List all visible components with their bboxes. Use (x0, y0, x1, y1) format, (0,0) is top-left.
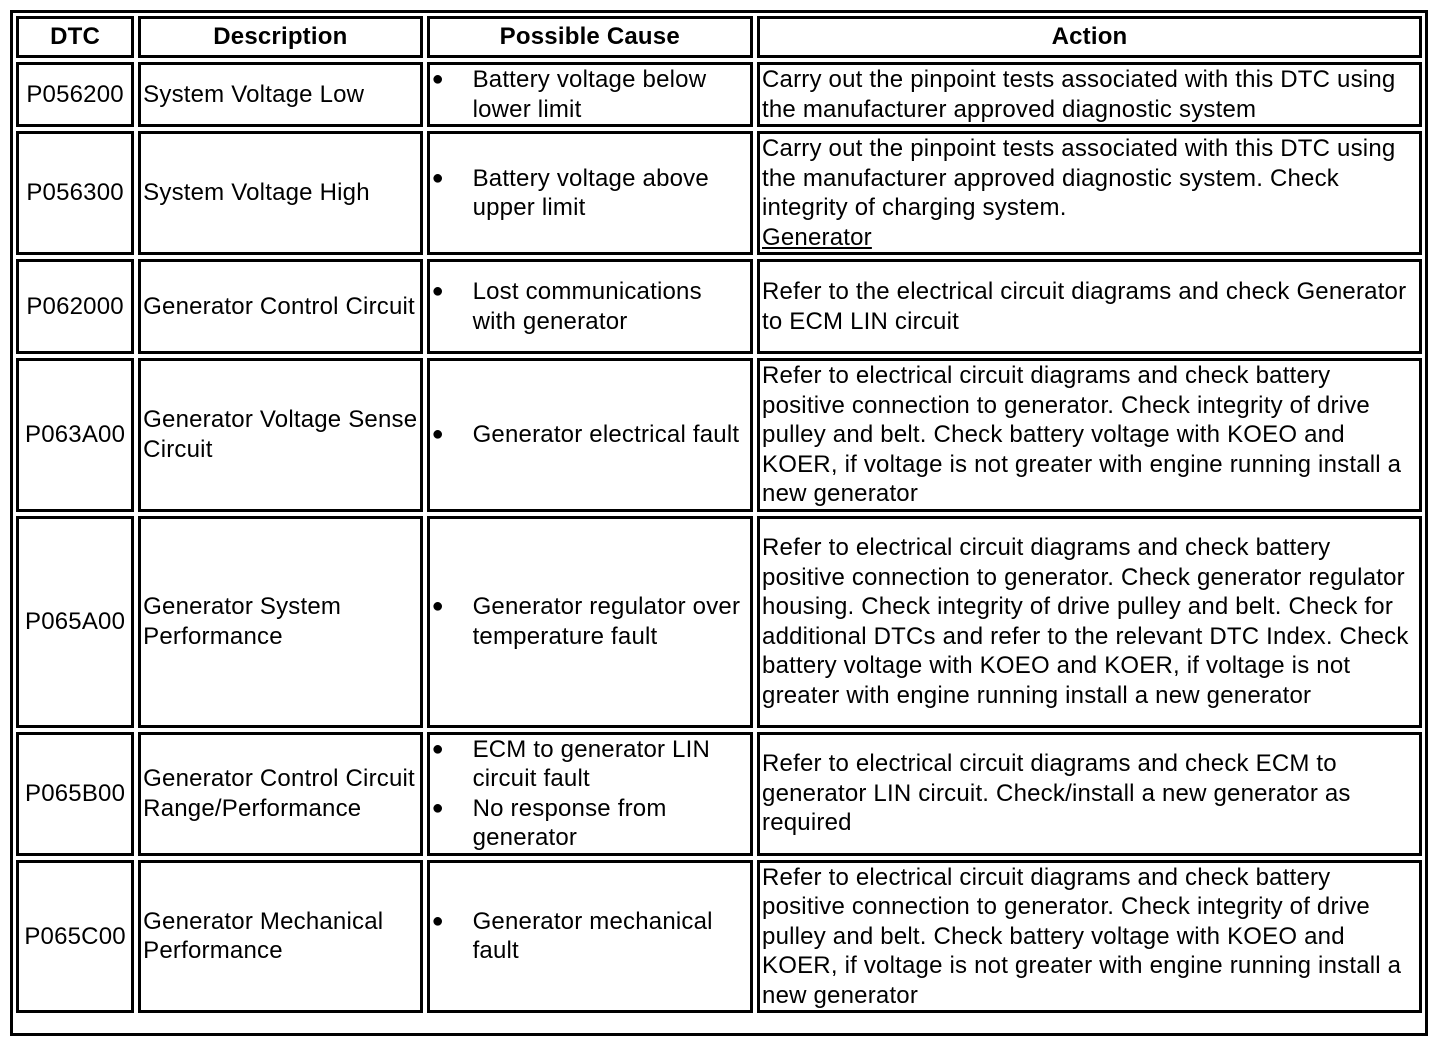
cause-text: ECM to generator LIN circuit fault (472, 735, 710, 792)
cause-text: Generator mechanical fault (472, 907, 713, 965)
table-row (16, 259, 1422, 354)
bullet-icon: ● (431, 909, 444, 932)
dtc-code: P065B00 (16, 732, 134, 856)
cause-item (432, 735, 748, 794)
dtc-description: Generator System Performance (138, 516, 422, 728)
possible-cause-cell (427, 131, 753, 255)
header-possible-cause: Possible Cause (427, 16, 753, 58)
cause-text: Battery voltage above upper limit (472, 164, 709, 221)
cause-list (432, 420, 748, 450)
table-row (16, 358, 1422, 512)
action-cell (757, 62, 1422, 127)
action-text: Refer to electrical circuit diagrams and check battery positive connection to generator. Check generator regulator housing. Check integrity of drive pulley and belt. Check for additional DTCs and refer to the relevant DTC Index. Check battery voltage with KOEO and KOER, if voltage is not greater with engine running install a new generator (762, 534, 1409, 709)
dtc-code: P065C00 (16, 860, 134, 1014)
dtc-code: P065A00 (16, 516, 134, 728)
cause-item (432, 65, 748, 124)
action-cell (757, 131, 1422, 255)
header-description: Description (138, 16, 422, 58)
bullet-icon: ● (431, 166, 444, 189)
cause-text: Lost communications with generator (472, 278, 702, 335)
cause-list (432, 164, 748, 223)
dtc-description: Generator Voltage Sense Circuit (138, 358, 422, 512)
possible-cause-cell (427, 259, 753, 354)
possible-cause-cell (427, 62, 753, 127)
dtc-code: P056200 (16, 62, 134, 127)
cause-list (432, 907, 748, 966)
table-row (16, 860, 1422, 1014)
action-text: Refer to electrical circuit diagrams and check ECM to generator LIN circuit. Check/install a new generator as required (762, 750, 1351, 837)
cause-item (432, 420, 748, 450)
possible-cause-cell (427, 516, 753, 728)
cause-list (432, 592, 748, 651)
table-row (16, 62, 1422, 127)
header-row (16, 16, 1422, 58)
bullet-icon: ● (431, 423, 444, 445)
cause-text: No response from generator (472, 794, 667, 851)
cause-text: Generator electrical fault (472, 421, 740, 448)
cause-item (432, 907, 748, 966)
cause-list (432, 277, 748, 336)
dtc-code: P063A00 (16, 358, 134, 512)
dtc-code: P056300 (16, 131, 134, 255)
action-cell (757, 860, 1422, 1014)
header-dtc: DTC (16, 16, 134, 58)
action-text: Refer to electrical circuit diagrams and check battery positive connection to generator. Check integrity of drive pulley and belt. Check battery voltage with KOEO and KOER, if voltage is not greater with engine running install a new generator (762, 362, 1402, 507)
dtc-table (12, 12, 1426, 1017)
cause-item (432, 794, 748, 853)
dtc-description: Generator Control Circuit Range/Performance (138, 732, 422, 856)
bullet-icon: ● (431, 595, 444, 617)
bullet-icon: ● (431, 68, 444, 90)
dtc-description: System Voltage Low (138, 62, 422, 127)
action-text: Refer to electrical circuit diagrams and check battery positive connection to generator. Check integrity of drive pulley and belt. Check battery voltage with KOEO and KOER, if voltage is not greater with engine running install a new generator (762, 863, 1402, 1009)
cause-item (432, 592, 748, 651)
bullet-icon: ● (431, 280, 444, 302)
table-row (16, 732, 1422, 856)
dtc-description: System Voltage High (138, 131, 422, 255)
possible-cause-cell (427, 860, 753, 1014)
action-cell (757, 516, 1422, 728)
possible-cause-cell (427, 732, 753, 856)
table-row (16, 516, 1422, 728)
cause-text: Battery voltage below lower limit (472, 66, 707, 123)
action-cell (757, 732, 1422, 856)
possible-cause-cell (427, 358, 753, 512)
action-cell (757, 259, 1422, 354)
action-cell (757, 358, 1422, 512)
cause-item (432, 277, 748, 336)
cause-list (432, 65, 748, 124)
cause-text: Generator regulator over temperature fault (472, 593, 741, 650)
cause-item (432, 164, 748, 223)
action-text: Carry out the pinpoint tests associated with this DTC using the manufacturer approved diagnostic system. Check integrity of charging system. (762, 135, 1396, 221)
generator-link[interactable]: Generator (762, 223, 872, 251)
bullet-icon: ● (431, 796, 444, 819)
dtc-code: P062000 (16, 259, 134, 354)
dtc-description: Generator Control Circuit (138, 259, 422, 354)
table-row (16, 131, 1422, 255)
dtc-description: Generator Mechanical Performance (138, 860, 422, 1014)
action-text: Refer to the electrical circuit diagrams and check Generator to ECM LIN circuit (762, 278, 1407, 335)
cause-list (432, 735, 748, 853)
header-action: Action (757, 16, 1422, 58)
bullet-icon: ● (431, 737, 444, 760)
action-text: Carry out the pinpoint tests associated with this DTC using the manufacturer approved diagnostic system (762, 66, 1396, 123)
